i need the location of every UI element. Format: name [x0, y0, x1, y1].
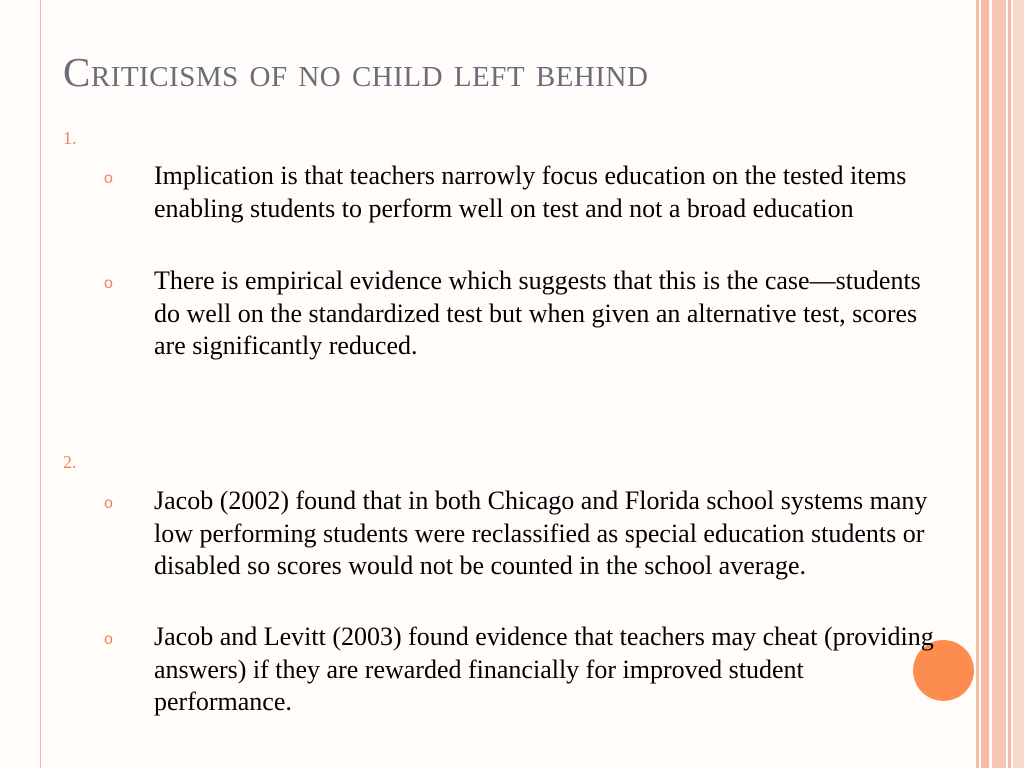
right-stripe: [981, 0, 989, 768]
right-stripe: [1008, 0, 1011, 768]
bullet-marker: o: [104, 275, 113, 292]
section-number: 2.: [63, 452, 77, 472]
left-border-line: [40, 0, 41, 768]
right-stripe: [976, 0, 979, 768]
right-stripe: [1013, 0, 1024, 768]
bullet-marker: o: [104, 631, 113, 648]
section-number: 1.: [63, 128, 77, 148]
bullet-text: There is empirical evidence which suggests that this is the case—students do well on the standardized test but when given an alternative test, scores are significantly reduced.: [154, 266, 921, 360]
bullet-marker: o: [104, 170, 113, 187]
slide-title: Criticisms of no child left behind: [63, 49, 649, 95]
bullet-text: Jacob and Levitt (2003) found evidence that teachers may cheat (providing answers) if they are rewarded financially for improved student performance.: [154, 622, 934, 716]
bullet-text: Implication is that teachers narrowly focus education on the tested items enabling students to perform well on test and not a broad education: [154, 161, 907, 223]
right-stripe: [992, 0, 1006, 768]
bullet-marker: o: [104, 495, 113, 512]
bullet-text: Jacob (2002) found that in both Chicago and Florida school systems many low performing students were reclassified as special education students or disabled so scores would not be counted in the school average.: [154, 486, 928, 580]
